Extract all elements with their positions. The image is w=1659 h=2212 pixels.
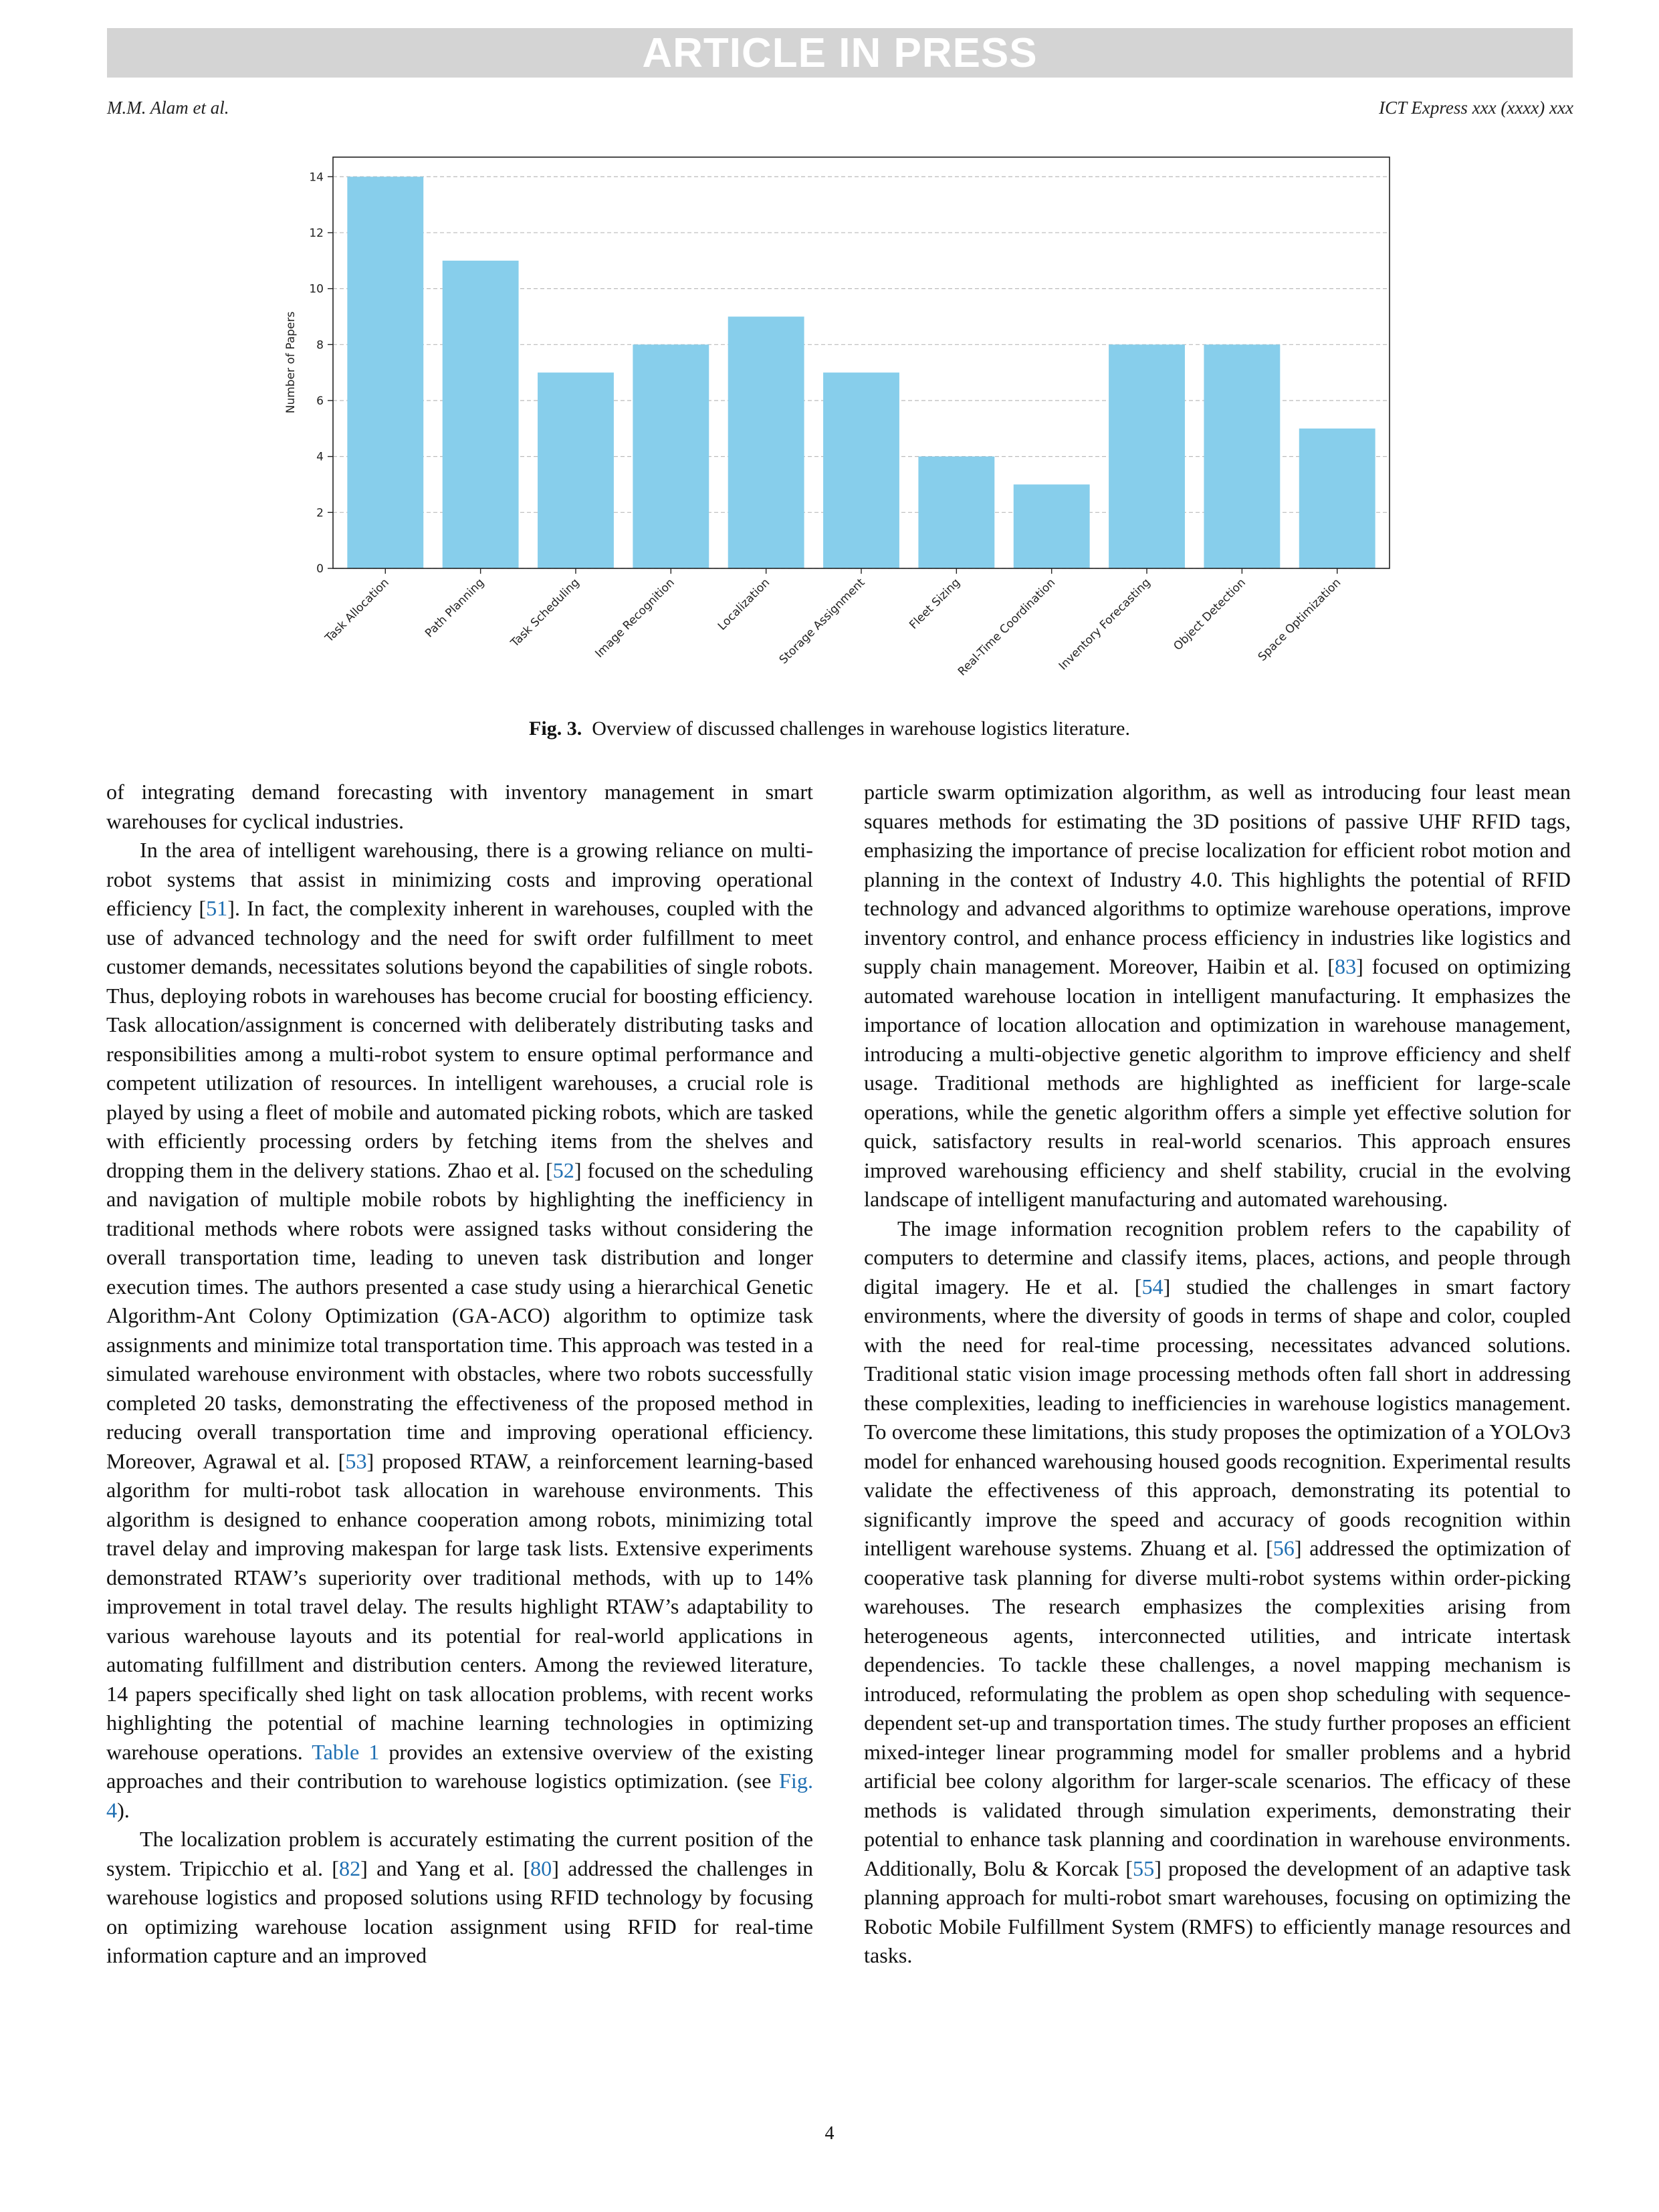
bar [823, 372, 899, 568]
article-in-press-banner: ARTICLE IN PRESS [107, 28, 1573, 78]
reference-link[interactable]: 83 [1334, 954, 1357, 978]
text-segment: In the area of intelligent warehousing, there is a growing reliance on multi-robot systems that assist in minimizing costs and improving operational efficiency [ [106, 838, 813, 920]
running-head-journal: ICT Express xxx (xxxx) xxx [1379, 98, 1573, 118]
bar [538, 372, 614, 568]
reference-link[interactable]: Fig. 4 [106, 1769, 813, 1822]
x-tick-label: Inventory Forecasting [1056, 576, 1153, 673]
y-tick-label: 6 [316, 394, 324, 408]
text-segment: provides an extensive overview of the existing approaches and their contribution to warehouse logistics optimization. (see [106, 1739, 813, 1793]
bar [443, 261, 519, 568]
bar [1109, 344, 1185, 568]
x-tick-label: Fleet Sizing [907, 576, 963, 632]
x-tick-label: Space Optimization [1255, 576, 1344, 664]
y-tick-label: 14 [309, 171, 324, 185]
reference-link[interactable]: 53 [345, 1448, 367, 1473]
paragraph [864, 1214, 1571, 1971]
bar [918, 457, 994, 568]
x-tick-label: Storage Assignment [776, 576, 868, 667]
bar [728, 316, 804, 568]
bar-chart-figure [281, 147, 1404, 722]
text-segment: ] focused on the scheduling and navigation of multiple mobile robots by highlighting the inefficiency in traditional methods where robots were assigned tasks without considering the overall transportation time, leading to uneven task distribution and longer execution times. The authors presented a case study using a hierarchical Genetic Algorithm-Ant Colony Optimization (GA-ACO) algorithm to optimize task assignments and minimize total transportation time. This approach was tested in a simulated warehouse environment with obstacles, where two robots successfully completed 20 tasks, demonstrating the effectiveness of the proposed method in reducing overall transportation time and improving operational efficiency. Moreover, Agrawal et al. [ [106, 1157, 813, 1473]
reference-link[interactable]: 51 [206, 896, 228, 920]
paragraph [106, 1825, 813, 1971]
y-tick-label: 2 [316, 506, 324, 520]
text-segment: ] addressed the challenges in warehouse logistics and proposed solutions using RFID technology by focusing on optimizing warehouse location assignment using RFID for real-time information capture and an improved [106, 1856, 813, 1967]
figure-label: Fig. 3. [529, 717, 582, 740]
text-segment: ] focused on optimizing automated warehouse location in intelligent manufacturing. It emphasizes the importance of location allocation and optimization in warehouse management, introducing a multi-objective genetic algorithm to improve efficiency and shelf usage. Traditional methods are highlighted as inefficient for large-scale operations, while the genetic algorithm offers a simple yet effective solution for quick, satisfactory results in real-world scenarios. This approach ensures improved warehousing efficiency and shelf stability, crucial in the evolving landscape of intelligent manufacturing and automated warehousing. [864, 954, 1571, 1211]
x-tick-label: Image Recognition [592, 576, 677, 661]
text-segment: ] proposed the development of an adaptive task planning approach for multi-robot smart warehouses, focusing on optimizing the Robotic Mobile Fulfillment System (RMFS) to efficiently manage resources and tasks. [864, 1856, 1571, 1967]
text-segment: The image information recognition problem refers to the capability of computers to determine and classify items, places, actions, and people through digital imagery. He et al. [ [864, 1216, 1571, 1299]
bar [633, 344, 709, 568]
y-tick-label: 0 [316, 562, 324, 576]
y-axis-label: Number of Papers [284, 311, 298, 414]
x-tick-label: Object Detection [1171, 576, 1248, 653]
figure-caption-text: Overview of discussed challenges in warehouse logistics literature. [592, 717, 1130, 740]
text-segment: ] addressed the optimization of cooperative task planning for diverse multi-robot systems within order-picking warehouses. The research emphasizes the complexities arising from heterogeneous agents, interconnected utilities, and intricate intertask dependencies. To tackle these challenges, a novel mapping mechanism is introduced, reformulating the problem as open shop scheduling with sequence-dependent set-up and transportation times. The study further proposes an efficient mixed-integer linear programming model for smaller problems and a hybrid artificial bee colony algorithm for larger-scale scenarios. The efficacy of these methods is validated through simulation experiments, demonstrating their potential to enhance task planning and coordination in warehouse environments. Additionally, Bolu & Korcak [ [864, 1536, 1571, 1880]
x-ticks [322, 568, 1343, 679]
y-tick-label: 10 [309, 282, 324, 296]
reference-link[interactable]: 82 [338, 1856, 361, 1880]
bar [1014, 484, 1090, 568]
x-tick-label: Task Allocation [322, 576, 392, 645]
x-tick-label: Localization [715, 576, 773, 633]
paragraph [106, 836, 813, 1825]
page-number: 4 [824, 2123, 835, 2144]
reference-link[interactable]: 80 [530, 1856, 552, 1880]
paragraph [106, 778, 813, 836]
running-head-authors: M.M. Alam et al. [107, 98, 229, 118]
text-segment: ] and Yang et al. [ [360, 1856, 531, 1880]
x-tick-label: Task Scheduling [508, 576, 582, 650]
right-text-column [864, 778, 1571, 1971]
y-ticks [309, 171, 333, 576]
figure-caption [0, 717, 1659, 740]
bar [1204, 344, 1280, 568]
text-segment: of integrating demand forecasting with inventory management in smart warehouses for cyclical industries. [106, 780, 813, 833]
y-tick-label: 12 [309, 226, 324, 240]
bars [347, 177, 1375, 568]
text-segment: The localization problem is accurately estimating the current position of the system. Tripicchio et al. [ [106, 1827, 813, 1880]
text-segment: ] proposed RTAW, a reinforcement learning-based algorithm for multi-robot task allocation in warehouse environments. This algorithm is designed to enhance cooperation among robots, minimizing total travel delay and improving makespan for large task lists. Extensive experiments demonstrated RTAW’s superiority over traditional methods, with up to 14% improvement in total travel delay. The results highlight RTAW’s adaptability to various warehouse layouts and its potential for real-world applications in automating fulfillment and distribution centers. Among the reviewed literature, 14 papers specifically shed light on task allocation problems, with recent works highlighting the potential of machine learning technologies in optimizing warehouse operations. [106, 1448, 814, 1764]
text-segment: ]. In fact, the complexity inherent in warehouses, coupled with the use of advanced technology and the need for swift order fulfillment to meet customer demands, necessitates solutions beyond the capabilities of single robots. Thus, deploying robots in warehouses has become crucial for boosting efficiency. Task allocation/assignment is concerned with deliberately distributing tasks and responsibilities among a multi-robot system to ensure optimal performance and competent utilization of resources. In intelligent warehouses, a crucial role is played by using a fleet of mobile and automated picking robots, which are tasked with efficiently processing orders by fetching items from the shelves and dropping them in the delivery stations. Zhao et al. [ [106, 896, 813, 1182]
bar [347, 177, 423, 568]
paragraph [864, 778, 1571, 1214]
text-segment: ). [117, 1797, 130, 1822]
left-text-column [106, 778, 813, 1971]
text-segment: ] studied the challenges in smart factory environments, where the diversity of goods in terms of shape and color, coupled with the need for real-time processing, necessitates advanced solutions. Traditional static vision image processing methods often fall short in addressing these complexities, leading to inefficiencies in warehouse logistics management. To overcome these limitations, this study proposes the optimization of a YOLOv3 model for enhanced warehousing housed goods recognition. Experimental results validate the effectiveness of this approach, demonstrating its potential to significantly improve the speed and accuracy of goods recognition within intelligent warehouse systems. Zhuang et al. [ [864, 1274, 1571, 1560]
y-tick-label: 4 [316, 450, 324, 464]
x-tick-label: Real-Time Coordination [955, 576, 1059, 679]
bar [1299, 429, 1375, 568]
text-segment: particle swarm optimization algorithm, as well as introducing four least mean squares methods for estimating the 3D positions of passive UHF RFID tags, emphasizing the importance of precise localization for efficient robot motion and planning in the context of Industry 4.0. This highlights the potential of RFID technology and advanced algorithms to optimize warehouse operations, improve inventory control, and enhance process efficiency in industries like logistics and supply chain management. Moreover, Haibin et al. [ [864, 780, 1571, 978]
y-tick-label: 8 [316, 338, 324, 352]
x-tick-label: Path Planning [423, 576, 487, 641]
reference-link[interactable]: 55 [1133, 1856, 1155, 1880]
reference-link[interactable]: 52 [552, 1157, 574, 1182]
reference-link[interactable]: Table 1 [312, 1739, 380, 1764]
reference-link[interactable]: 54 [1141, 1274, 1164, 1299]
reference-link[interactable]: 56 [1273, 1536, 1295, 1560]
